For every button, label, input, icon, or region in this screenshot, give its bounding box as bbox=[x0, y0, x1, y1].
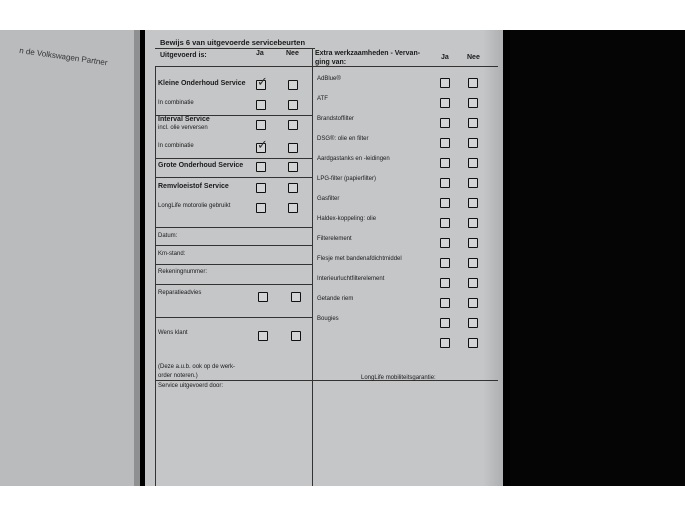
extra-row-label: Flesje met bandenafdichtmiddel bbox=[317, 256, 402, 262]
left-row-label: Remvloeistof Service bbox=[158, 183, 229, 190]
extra-nee-checkbox[interactable] bbox=[468, 318, 478, 328]
extra-nee-checkbox[interactable] bbox=[468, 78, 478, 88]
col-nee: Nee bbox=[286, 50, 299, 57]
extra-row-label: Filterelement bbox=[317, 236, 352, 242]
form-title: Bewijs 6 van uitgevoerde servicebeurten bbox=[160, 38, 306, 47]
left-page-header: n de Volkswagen Partner bbox=[18, 46, 109, 68]
note-line-2: order noteren.) bbox=[158, 373, 198, 379]
left-row-label: Grote Onderhoud Service bbox=[158, 162, 244, 169]
left-row-label: LongLife motorolie gebruikt bbox=[158, 203, 231, 209]
extra-ja-checkbox[interactable] bbox=[440, 278, 450, 288]
nee-checkbox[interactable] bbox=[288, 143, 298, 153]
left-row-label: Interval Service bbox=[158, 116, 210, 123]
divider bbox=[155, 48, 315, 49]
extra-ja-checkbox[interactable] bbox=[440, 258, 450, 268]
col-extra-1: Extra werkzaamheden - Vervan- bbox=[315, 50, 421, 57]
ja-checkbox[interactable] bbox=[256, 80, 266, 90]
extra-ja-checkbox[interactable] bbox=[440, 158, 450, 168]
service-form bbox=[155, 38, 498, 486]
right-page bbox=[145, 30, 503, 486]
extra-nee-checkbox[interactable] bbox=[468, 258, 478, 268]
background-dark-surface bbox=[510, 30, 685, 486]
left-row-label: In combinatie bbox=[158, 143, 194, 149]
extra-ja-checkbox[interactable] bbox=[440, 178, 450, 188]
divider bbox=[155, 227, 312, 228]
divider bbox=[155, 177, 312, 178]
nee-checkbox[interactable] bbox=[288, 100, 298, 110]
nee-checkbox[interactable] bbox=[288, 183, 298, 193]
background-bottom bbox=[0, 486, 685, 514]
wens-ja-checkbox[interactable] bbox=[258, 331, 268, 341]
nee-checkbox[interactable] bbox=[288, 120, 298, 130]
left-page bbox=[0, 30, 140, 486]
left-row-sublabel: incl. olie verversen bbox=[158, 125, 208, 131]
extra-ja-checkbox[interactable] bbox=[440, 198, 450, 208]
extra-nee-checkbox[interactable] bbox=[468, 198, 478, 208]
divider bbox=[155, 264, 312, 265]
extra-ja-checkbox[interactable] bbox=[440, 118, 450, 128]
service-door-label: Service uitgevoerd door: bbox=[158, 383, 224, 389]
extra-row-label: LPG-filter (papierfilter) bbox=[317, 176, 377, 182]
page-shadow bbox=[483, 30, 503, 486]
center-divider bbox=[312, 48, 313, 486]
reparatie-label: Reparatieadvies bbox=[158, 290, 202, 296]
reparatie-nee-checkbox[interactable] bbox=[291, 292, 301, 302]
col-nee2: Nee bbox=[467, 54, 480, 61]
divider bbox=[155, 284, 312, 285]
extra-nee-checkbox[interactable] bbox=[468, 138, 478, 148]
datum-label: Datum: bbox=[158, 233, 178, 239]
divider bbox=[155, 380, 498, 381]
extra-row-label: AdBlue® bbox=[317, 76, 341, 82]
extra-nee-checkbox[interactable] bbox=[468, 178, 478, 188]
nee-checkbox[interactable] bbox=[288, 80, 298, 90]
extra-row-label: Aardgastanks en -leidingen bbox=[317, 156, 390, 162]
divider bbox=[155, 317, 312, 318]
col-extra-2: ging van: bbox=[315, 59, 347, 66]
extra-ja-checkbox[interactable] bbox=[440, 98, 450, 108]
col-uitgevoerd: Uitgevoerd is: bbox=[160, 52, 207, 59]
extra-nee-checkbox[interactable] bbox=[468, 278, 478, 288]
extra-row-label: Getande riem bbox=[317, 296, 354, 302]
left-row-label: In combinatie bbox=[158, 100, 194, 106]
background-top bbox=[0, 0, 685, 30]
extra-nee-checkbox[interactable] bbox=[468, 338, 478, 348]
divider bbox=[155, 66, 498, 67]
extra-ja-checkbox[interactable] bbox=[440, 218, 450, 228]
extra-ja-checkbox[interactable] bbox=[440, 238, 450, 248]
divider bbox=[155, 245, 312, 246]
col-ja: Ja bbox=[256, 50, 264, 57]
extra-ja-checkbox[interactable] bbox=[440, 318, 450, 328]
extra-nee-checkbox[interactable] bbox=[468, 118, 478, 128]
nee-checkbox[interactable] bbox=[288, 203, 298, 213]
note-line-1: (Deze a.u.b. ook op de werk- bbox=[158, 364, 236, 370]
col-ja2: Ja bbox=[441, 54, 449, 61]
extra-nee-checkbox[interactable] bbox=[468, 218, 478, 228]
kmstand-label: Km-stand: bbox=[158, 251, 186, 257]
extra-nee-checkbox[interactable] bbox=[468, 98, 478, 108]
ja-checkbox[interactable] bbox=[256, 162, 266, 172]
extra-row-label: Bougies bbox=[317, 316, 339, 322]
rekening-label: Rekeningnummer: bbox=[158, 269, 208, 275]
extra-ja-checkbox[interactable] bbox=[440, 298, 450, 308]
extra-nee-checkbox[interactable] bbox=[468, 158, 478, 168]
divider bbox=[155, 158, 312, 159]
ja-checkbox[interactable] bbox=[256, 120, 266, 130]
ja-checkbox[interactable] bbox=[256, 203, 266, 213]
left-row-label: Kleine Onderhoud Service bbox=[158, 80, 246, 87]
extra-row-label: DSG®: olie en filter bbox=[317, 136, 369, 142]
extra-row-label: Brandstoffilter bbox=[317, 116, 354, 122]
wens-nee-checkbox[interactable] bbox=[291, 331, 301, 341]
wens-label: Wens klant bbox=[158, 330, 188, 336]
extra-nee-checkbox[interactable] bbox=[468, 238, 478, 248]
extra-row-label: Interieurluchtfilterelement bbox=[317, 276, 385, 282]
extra-nee-checkbox[interactable] bbox=[468, 298, 478, 308]
extra-row-label: Haldex-koppeling: olie bbox=[317, 216, 377, 222]
ja-checkbox[interactable] bbox=[256, 100, 266, 110]
ja-checkbox[interactable] bbox=[256, 143, 266, 153]
ja-checkbox[interactable] bbox=[256, 183, 266, 193]
extra-row-label: ATF bbox=[317, 96, 328, 102]
reparatie-ja-checkbox[interactable] bbox=[258, 292, 268, 302]
left-border bbox=[155, 66, 156, 486]
extra-ja-checkbox[interactable] bbox=[440, 78, 450, 88]
longlife-label: LongLife mobiliteitsgarantie: bbox=[361, 375, 436, 381]
extra-ja-checkbox[interactable] bbox=[440, 338, 450, 348]
extra-row-label: Gasfilter bbox=[317, 196, 340, 202]
extra-ja-checkbox[interactable] bbox=[440, 138, 450, 148]
nee-checkbox[interactable] bbox=[288, 162, 298, 172]
book-spine bbox=[134, 30, 140, 486]
